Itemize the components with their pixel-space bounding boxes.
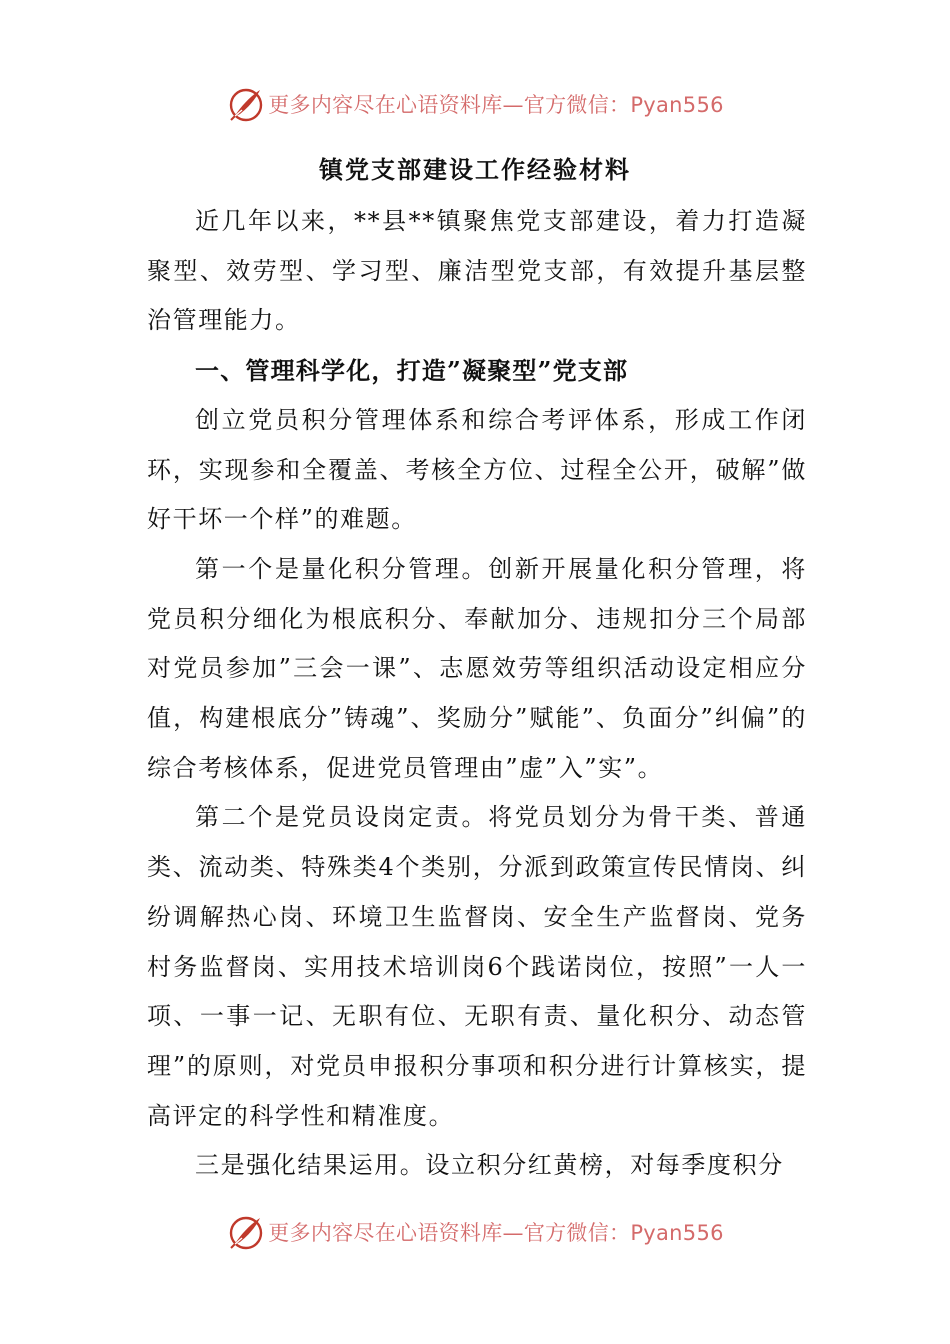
- watermark-banner-bottom: [0, 1210, 950, 1254]
- paragraph: 第一个是量化积分管理。创新开展量化积分管理，将党员积分细化为根底积分、奉献加分、违规扣分三个局部对党员参加”三会一课”、志愿效劳等组织活动设定相应分值，构建根底分”铸魂”、奖励分”赋能”、负面分”纠偏”的综合考核体系，促进党员管理由”虚”入”实”。: [147, 554, 807, 782]
- paragraph: 三是强化结果运用。设立积分红黄榜，对每季度积分: [195, 1151, 784, 1180]
- quill-pen-logo-icon: [226, 84, 266, 124]
- document-body: [147, 197, 807, 1191]
- watermark-text: 更多内容尽在心语资料库—官方微信：Pyan556: [268, 93, 724, 117]
- document-title: 镇党支部建设工作经验材料: [319, 155, 631, 184]
- section-heading: 一、管理科学化，打造”凝聚型”党支部: [195, 356, 629, 386]
- quill-pen-logo-icon: [226, 1212, 266, 1252]
- paragraph: 创立党员积分管理体系和综合考评体系，形成工作闭环，实现参和全覆盖、考核全方位、过程全公开，破解”做好干坏一个样”的难题。: [147, 405, 807, 534]
- watermark-banner-top: [0, 82, 950, 126]
- paragraph: 近几年以来，**县**镇聚焦党支部建设，着力打造凝聚型、效劳型、学习型、廉洁型党支部，有效提升基层整治管理能力。: [147, 207, 807, 335]
- watermark-text: 更多内容尽在心语资料库—官方微信：Pyan556: [268, 1221, 724, 1245]
- paragraph: 第二个是党员设岗定责。将党员划分为骨干类、普通类、流动类、特殊类4个类别，分派到政策宣传民情岗、纠纷调解热心岗、环境卫生监督岗、安全生产监督岗、党务村务监督岗、实用技术培训岗6个践诺岗位，按照”一人一项、一事一记、无职有位、无职有责、量化积分、动态管理”的原则，对党员申报积分事项和积分进行计算核实，提高评定的科学性和精准度。: [147, 803, 807, 1130]
